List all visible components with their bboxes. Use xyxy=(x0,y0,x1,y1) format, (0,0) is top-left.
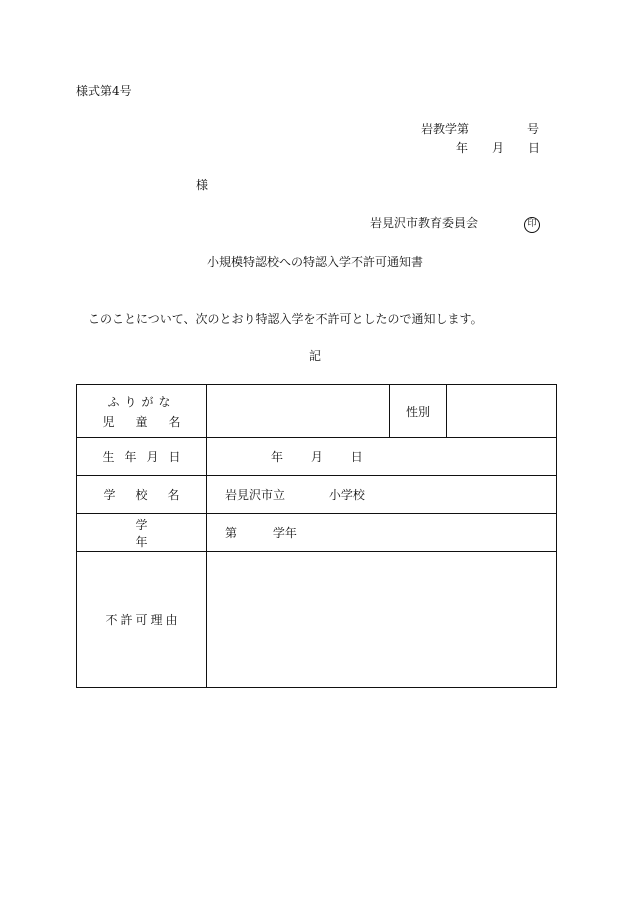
seal-mark: 印 xyxy=(524,217,540,233)
furigana-label: ふりがな xyxy=(107,394,176,409)
table-row-dob xyxy=(77,438,557,476)
table-row-grade xyxy=(77,514,557,552)
table-row-school xyxy=(77,476,557,514)
reason-label: 不許可理由 xyxy=(77,552,207,688)
body-text: このことについて、次のとおり特認入学を不許可としたので通知します。 xyxy=(88,312,483,326)
dob-value[interactable] xyxy=(207,438,557,476)
school-label: 学校名 xyxy=(77,476,207,514)
table-row-name xyxy=(77,385,557,438)
document-number-suffix: 号 xyxy=(527,122,540,136)
addressee-suffix: 様 xyxy=(196,178,209,192)
dob-label: 生年月日 xyxy=(77,438,207,476)
date-month: 月 xyxy=(492,141,505,155)
issuer-name: 岩見沢市教育委員会 xyxy=(370,216,479,230)
grade-suffix: 学年 xyxy=(272,526,297,540)
table-row-reason xyxy=(77,552,557,688)
grade-value[interactable] xyxy=(207,514,557,552)
child-name-value[interactable] xyxy=(207,385,390,438)
school-value[interactable] xyxy=(207,476,557,514)
form-number: 様式第4号 xyxy=(76,84,132,98)
reason-value[interactable] xyxy=(207,552,557,688)
ki-label: 記 xyxy=(308,349,321,363)
grade-prefix: 第 xyxy=(225,526,238,540)
dob-year: 年 xyxy=(271,450,284,464)
dob-day: 日 xyxy=(350,450,363,464)
child-name-label: 児童名 xyxy=(102,414,202,429)
notice-table xyxy=(76,384,557,688)
document-number-prefix: 岩教学第 xyxy=(421,122,470,136)
date-year: 年 xyxy=(456,141,469,155)
grade-label: 学年 xyxy=(77,514,207,552)
school-city: 岩見沢市立 xyxy=(225,488,286,502)
school-type: 小学校 xyxy=(328,488,365,502)
document-title: 小規模特認校への特認入学不許可通知書 xyxy=(206,255,423,269)
date-day: 日 xyxy=(528,141,541,155)
gender-label: 性別 xyxy=(390,385,447,438)
name-label-cell xyxy=(77,385,207,438)
issuer-seal xyxy=(524,216,540,233)
dob-month: 月 xyxy=(310,450,323,464)
gender-value[interactable] xyxy=(447,385,557,438)
